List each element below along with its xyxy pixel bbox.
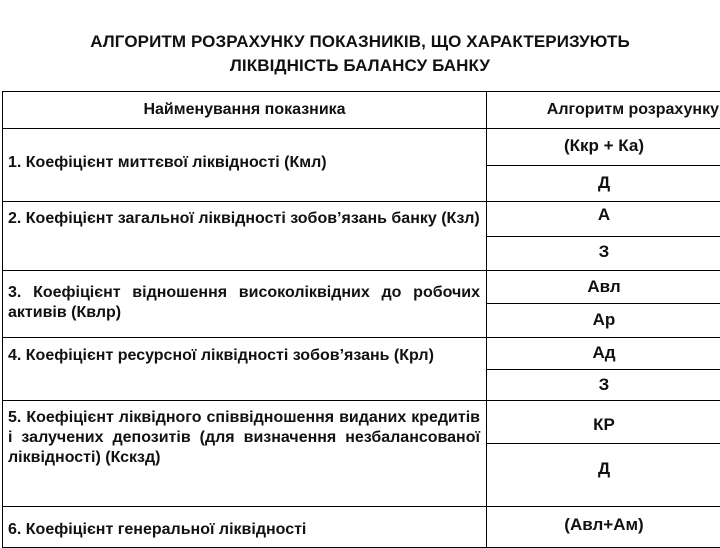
formula-cell [487, 202, 720, 271]
formula-denominator: Д [487, 173, 720, 193]
formula-cell [487, 338, 720, 401]
formula [487, 338, 720, 400]
formula-numerator: (Авл+Ам) [487, 515, 720, 535]
table-row [3, 129, 720, 202]
formula-numerator: Авл [487, 277, 720, 297]
formula-cell [487, 129, 720, 202]
indicator-name: 6. Коефіцієнт генеральної ліквідності [3, 507, 486, 540]
table-row [3, 401, 720, 507]
formula-numerator: Ад [487, 343, 720, 363]
indicator-name: 5. Коефіцієнт ліквідного співвідношення виданих кредитів і залучених депозитів (для визначення незбалансованої ліквідності) (Кскзд) [3, 401, 486, 468]
table-header-row [3, 92, 720, 129]
indicator-name-cell [3, 271, 487, 338]
indicator-name-cell [3, 129, 487, 202]
indicator-name: 1. Коефіцієнт миттєвої ліквідності (Кмл) [3, 129, 486, 173]
header-indicator-name: Найменування показника [3, 92, 487, 129]
indicator-name-cell [3, 338, 487, 401]
fraction-line [487, 236, 720, 237]
fraction-line [487, 165, 720, 166]
formula-numerator: (Ккр + Ка) [487, 136, 720, 156]
indicator-name: 3. Коефіцієнт відношення високоліквідних до робочих активів (Квлр) [3, 271, 486, 323]
indicator-name-cell [3, 507, 487, 548]
fraction-line [487, 303, 720, 304]
formula-cell [487, 271, 720, 338]
formula-denominator: З [487, 242, 720, 262]
formula-cell [487, 507, 720, 548]
title-line-2: ЛІКВІДНІСТЬ БАЛАНСУ БАНКУ [0, 54, 720, 78]
indicator-name-cell [3, 202, 487, 271]
formula-denominator: Ар [487, 310, 720, 330]
indicator-name-cell [3, 401, 487, 507]
formula [487, 202, 720, 270]
table-row [3, 271, 720, 338]
table-row [3, 507, 720, 548]
fraction-line [487, 369, 720, 370]
formula [487, 271, 720, 337]
formula [487, 401, 720, 506]
indicator-name: 4. Коефіцієнт ресурсної ліквідності зобов’язань (Крл) [3, 338, 486, 366]
formula-denominator: З [487, 375, 720, 395]
page-title [0, 30, 720, 78]
indicator-name: 2. Коефіцієнт загальної ліквідності зобов’язань банку (Кзл) [3, 202, 486, 229]
formula [487, 507, 720, 547]
formula-numerator: А [487, 205, 720, 225]
table-row [3, 202, 720, 271]
formula-cell [487, 401, 720, 507]
formula-numerator: КР [487, 415, 720, 435]
header-calculation-algorithm: Алгоритм розрахунку [487, 92, 720, 129]
fraction-line [487, 443, 720, 444]
formula-denominator: Д [487, 459, 720, 479]
title-line-1: АЛГОРИТМ РОЗРАХУНКУ ПОКАЗНИКІВ, ЩО ХАРАКТЕРИЗУЮТЬ [0, 30, 720, 54]
table-row [3, 338, 720, 401]
liquidity-indicators-table [2, 91, 720, 548]
formula [487, 129, 720, 201]
